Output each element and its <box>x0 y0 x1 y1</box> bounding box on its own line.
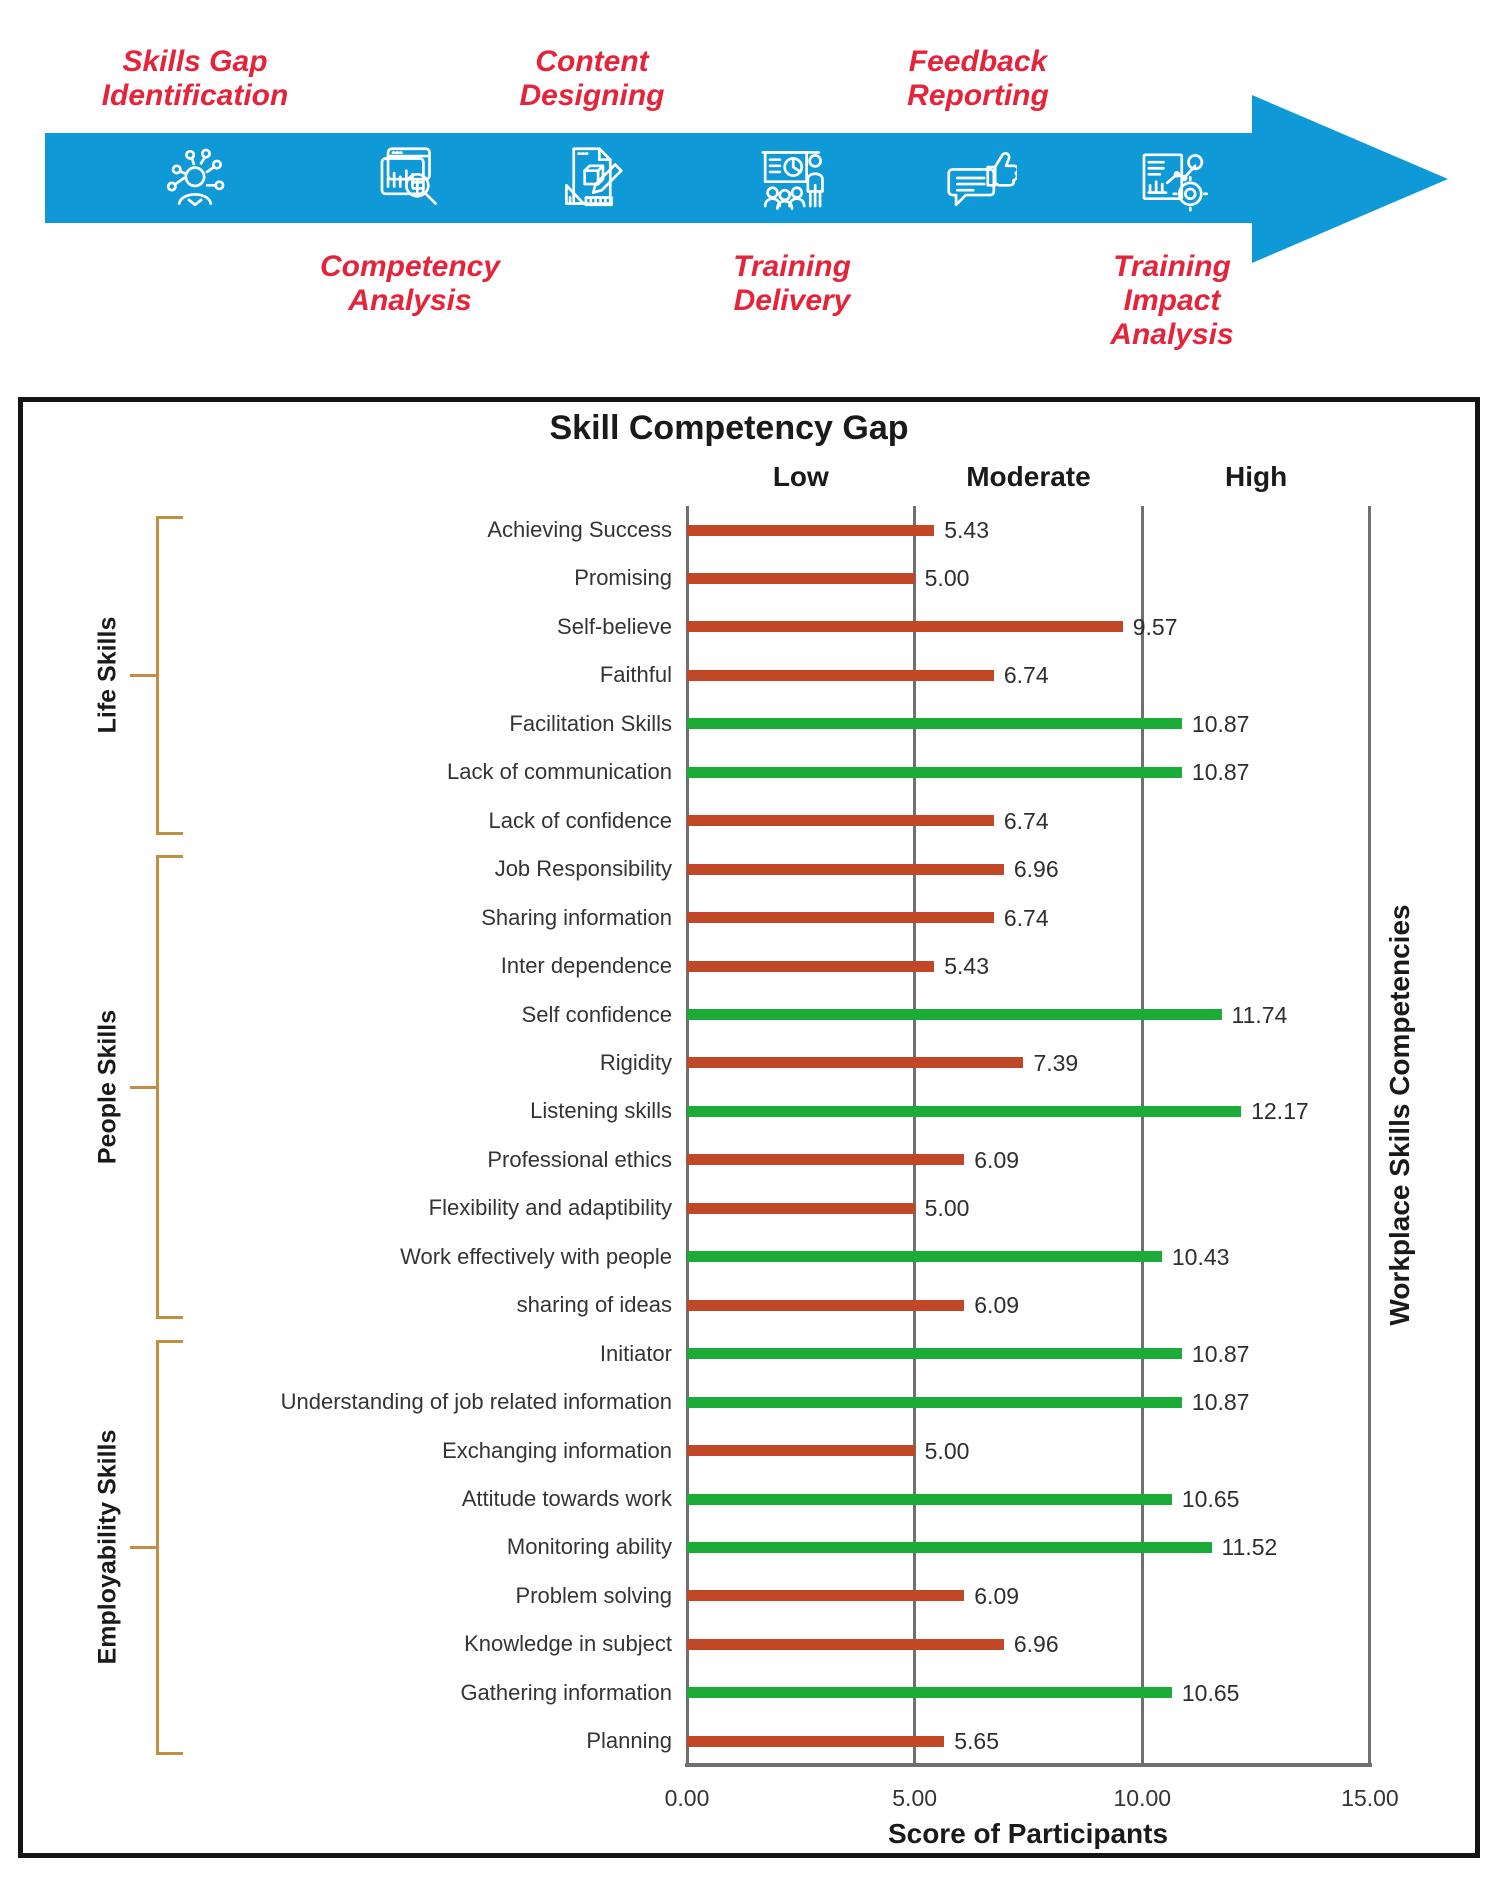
bar-problem-solving <box>687 1590 964 1601</box>
right-axis-label: Workplace Skills Competencies <box>1384 904 1415 1326</box>
value-label: 11.52 <box>1221 1534 1278 1561</box>
document-design-icon <box>553 139 631 217</box>
bar-rigidity <box>687 1057 1023 1068</box>
zone-header-high: High <box>1225 461 1288 492</box>
category-label: Professional ethics <box>487 1146 672 1172</box>
bar-sharing-information <box>687 912 994 923</box>
category-label: Facilitation Skills <box>509 710 672 736</box>
group-bracket-0-bottom-tick <box>156 832 183 835</box>
value-label: 5.43 <box>944 517 989 543</box>
value-label: 10.65 <box>1181 1679 1240 1706</box>
category-label: Flexibility and adaptibility <box>428 1195 672 1221</box>
bar-understanding-of-job-related-information <box>687 1397 1182 1408</box>
value-label: 6.09 <box>974 1146 1020 1173</box>
value-label: 10.87 <box>1191 759 1250 786</box>
value-label: 6.09 <box>974 1292 1020 1319</box>
value-label: 5.00 <box>924 1195 970 1222</box>
bar-sharing-of-ideas <box>687 1300 964 1311</box>
bar-knowledge-in-subject <box>687 1639 1004 1650</box>
flow-step-label-5: Training Impact Analysis <box>1110 250 1234 351</box>
window-chart-magnifier-icon <box>371 139 449 217</box>
group-bracket-2-top-tick <box>156 1340 183 1343</box>
bar-flexibility-and-adaptibility <box>687 1203 915 1214</box>
zone-header-moderate: Moderate <box>966 461 1091 492</box>
category-label: Understanding of job related information <box>280 1389 672 1415</box>
category-label: Problem solving <box>515 1582 672 1608</box>
category-label: Sharing information <box>481 904 672 930</box>
gridline-10.00 <box>1141 506 1144 1765</box>
category-label: Job Responsibility <box>494 856 672 882</box>
value-label: 10.43 <box>1171 1243 1230 1270</box>
bar-initiator <box>687 1348 1182 1359</box>
value-label: 5.43 <box>944 953 989 980</box>
group-label-life-skills: Life Skills <box>93 616 122 734</box>
bar-facilitation-skills <box>687 718 1182 729</box>
value-label: 12.17 <box>1251 1098 1309 1125</box>
bar-self-confidence <box>687 1009 1222 1020</box>
category-label: Lack of communication <box>447 759 672 785</box>
value-label: 5.65 <box>954 1728 999 1755</box>
message-thumbs-up-icon <box>939 139 1017 217</box>
bar-attitude-towards-work <box>687 1494 1172 1505</box>
group-bracket-0-top-tick <box>156 516 183 519</box>
bar-promising <box>687 573 915 584</box>
bar-listening-skills <box>687 1106 1241 1117</box>
value-label: 10.65 <box>1181 1486 1240 1512</box>
value-label: 10.87 <box>1191 710 1250 737</box>
x-axis-label: Score of Participants <box>887 1818 1169 1849</box>
flow-step-label-1: Competency Analysis <box>319 250 501 317</box>
value-label: 10.87 <box>1191 1340 1250 1367</box>
bar-achieving-success <box>687 525 934 536</box>
category-label: Work effectively with people <box>400 1243 672 1269</box>
x-axis-line <box>685 1763 1372 1767</box>
value-label: 7.39 <box>1033 1049 1079 1076</box>
category-label: Gathering information <box>460 1679 672 1705</box>
chart-title: Skill Competency Gap <box>549 409 909 447</box>
value-label: 5.00 <box>924 1437 970 1464</box>
value-label: 6.09 <box>974 1582 1020 1609</box>
bar-gathering-information <box>687 1687 1172 1698</box>
bar-inter-dependence <box>687 961 934 972</box>
value-label: 11.74 <box>1231 1001 1288 1028</box>
bar-self-believe <box>687 621 1123 632</box>
gridline-5.00 <box>913 506 916 1765</box>
category-label: Planning <box>586 1728 672 1754</box>
value-label: 6.96 <box>1013 856 1059 883</box>
category-label: Achieving Success <box>487 517 672 542</box>
value-label: 10.87 <box>1191 1389 1250 1416</box>
category-label: Faithful <box>599 662 672 688</box>
bar-job-responsibility <box>687 864 1004 875</box>
category-label: Initiator <box>599 1340 672 1366</box>
group-bracket-1-bottom-tick <box>156 1316 183 1319</box>
bar-professional-ethics <box>687 1154 964 1165</box>
group-bracket-0-center-tick <box>130 674 157 677</box>
category-label: Self-believe <box>557 613 672 639</box>
category-label: Attitude towards work <box>461 1486 672 1511</box>
value-label: 6.74 <box>1003 662 1049 689</box>
group-bracket-1-top-tick <box>156 855 183 858</box>
presentation-audience-icon <box>753 139 831 217</box>
category-label: sharing of ideas <box>516 1292 672 1318</box>
bar-monitoring-ability <box>687 1542 1212 1553</box>
category-label: Self confidence <box>521 1001 672 1027</box>
category-label: Exchanging information <box>442 1437 672 1463</box>
category-label: Rigidity <box>599 1049 672 1075</box>
group-label-employability-skills: Employability Skills <box>93 1430 122 1665</box>
value-label: 6.74 <box>1003 904 1049 931</box>
flow-step-label-2: Content Designing <box>519 45 665 112</box>
category-label: Inter dependence <box>500 953 672 979</box>
flow-step-label-4: Feedback Reporting <box>907 45 1049 112</box>
category-label: Listening skills <box>530 1098 672 1124</box>
x-tick-0.00: 0.00 <box>664 1785 710 1811</box>
category-label: Promising <box>574 565 672 591</box>
group-bracket-1-center-tick <box>130 1086 157 1089</box>
zone-header-low: Low <box>772 461 829 492</box>
bar-exchanging-information <box>687 1445 915 1456</box>
bar-lack-of-communication <box>687 767 1182 778</box>
flow-step-label-0: Skills Gap Identification <box>101 45 289 112</box>
x-tick-5.00: 5.00 <box>892 1785 938 1811</box>
bar-planning <box>687 1736 944 1747</box>
gridline-0.00 <box>686 506 689 1765</box>
category-label: Monitoring ability <box>506 1534 672 1560</box>
gridline-15.00 <box>1368 506 1371 1765</box>
value-label: 6.96 <box>1013 1631 1059 1658</box>
value-label: 9.57 <box>1132 613 1178 640</box>
category-label: Lack of confidence <box>488 807 672 833</box>
x-tick-10.00: 10.00 <box>1113 1785 1172 1811</box>
group-label-people-skills: People Skills <box>93 1010 122 1165</box>
bar-lack-of-confidence <box>687 815 994 826</box>
bar-faithful <box>687 670 994 681</box>
group-bracket-2-bottom-tick <box>156 1752 183 1755</box>
report-target-icon <box>1133 139 1211 217</box>
value-label: 5.00 <box>924 565 970 592</box>
bar-work-effectively-with-people <box>687 1251 1162 1262</box>
group-bracket-2-center-tick <box>130 1546 157 1549</box>
x-tick-15.00: 15.00 <box>1341 1785 1399 1811</box>
category-label: Knowledge in subject <box>464 1631 672 1657</box>
person-network-icon <box>156 139 234 217</box>
flow-step-label-3: Training Delivery <box>733 250 851 317</box>
arrow-head <box>1252 95 1448 263</box>
value-label: 6.74 <box>1003 807 1049 834</box>
